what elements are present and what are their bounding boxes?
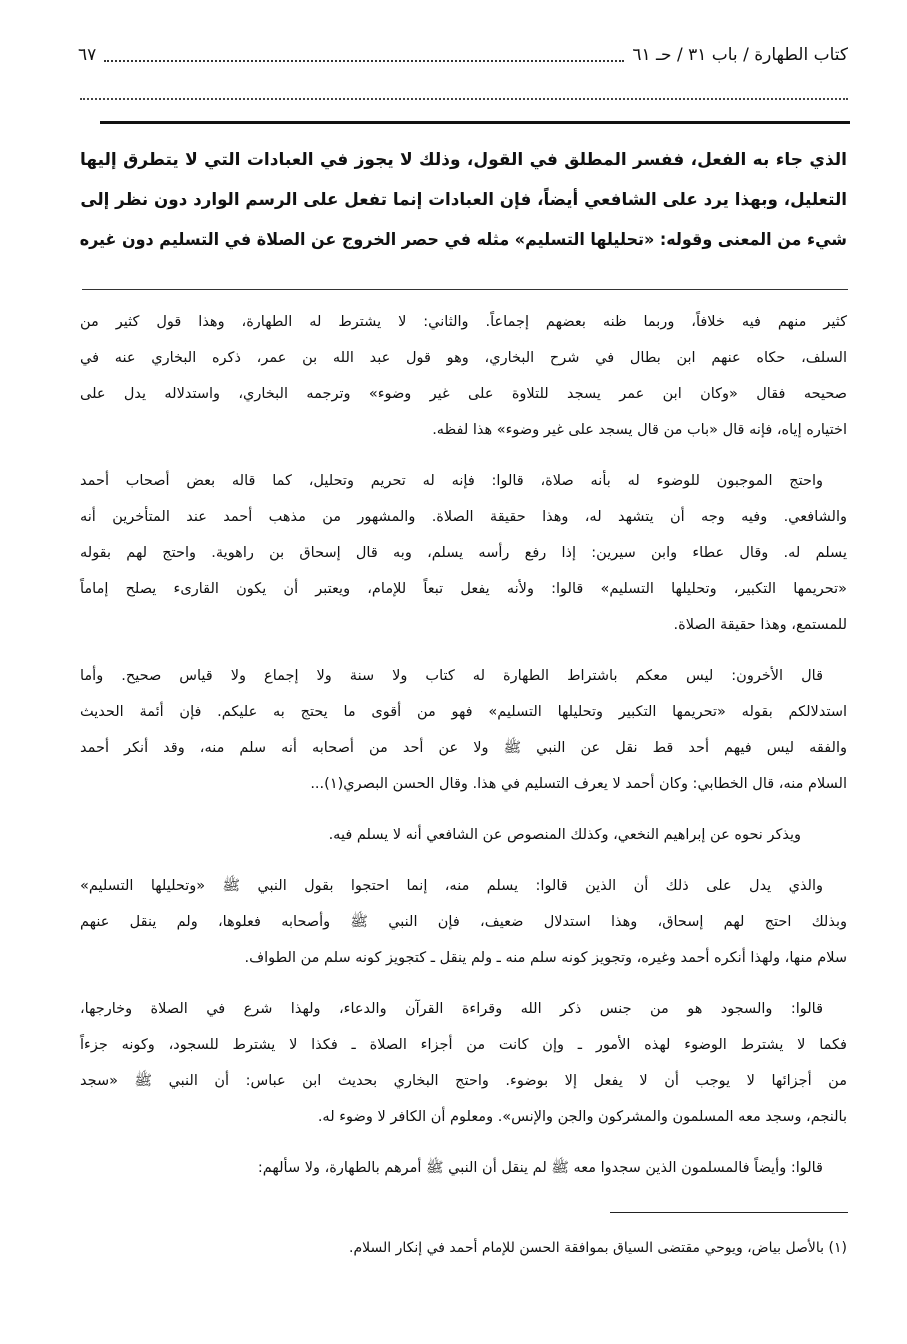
commentary-line: والذي يدل على ذلك أن الذين قالوا: يسلم منه، إنما احتجوا بقول النبي ﷺ «وتحليلها التسليم»	[80, 878, 823, 894]
commentary-line: واحتج الموجبون للوضوء له بأنه صلاة، قالوا: فإنه له تحريم وتحليل، كما قاله بعض أصحاب أحمد	[80, 473, 823, 489]
commentary-line: يسلم له. وقال عطاء وابن سيرين: إذا رفع رأسه يسلم، وبه قال إسحاق بن راهوية. واحتج لهم بقوله	[80, 545, 847, 561]
footnote: (١) بالأصل بياض، ويوحي مقتضى السياق بموافقة الحسن للإمام أحمد في إنكار السلام.	[349, 1240, 847, 1256]
commentary-paragraph	[80, 991, 847, 1135]
commentary-line: استدلالكم بقوله «تحريمها التكبير وتحليلها التسليم» فهو من أقوى ما يحتج به عليكم. فإن أئمة الحديث	[80, 704, 847, 720]
commentary-line: للمستمع، وهذا حقيقة الصلاة.	[673, 617, 847, 633]
commentary-text	[80, 304, 847, 1201]
commentary-line: اختياره إياه، فإنه قال «باب من قال يسجد على غير وضوء» هذا لفظه.	[432, 422, 847, 438]
commentary-line: سلام منها، ولهذا أنكره أحمد وغيره، وتجويز كونه سلم منه ـ ولم ينقل ـ كتجويز كونه سلم من الطواف.	[244, 950, 847, 966]
commentary-line: صحيحه فقال «وكان ابن عمر يسجد للتلاوة على غير وضوء» وترجمه البخاري، واستدلاله يدل على	[80, 386, 847, 402]
commentary-paragraph	[80, 1150, 847, 1186]
commentary-line: من أجزائها لا يوجب أن لا يفعل إلا بوضوء. واحتج البخاري بحديث ابن عباس: أن النبي ﷺ «سجد	[80, 1073, 847, 1089]
commentary-line: السلام منه، قال الخطابي: وكان أحمد لا يعرف التسليم في هذا. وقال الحسن البصري(١)...	[310, 776, 847, 792]
dot-leader	[104, 48, 624, 62]
footnote-rule	[610, 1212, 848, 1213]
main-text-line: التعليل، وبهذا يرد على الشافعي أيضاً، فإن العبادات إنما تفعل على الرسم الوارد دون نظر إلى	[80, 190, 847, 210]
commentary-line: السلف، حكاه عنهم ابن بطال في شرح البخاري، وهو قول عبد الله بن عمر، ذكره البخاري عنه في	[80, 350, 847, 366]
commentary-line: قالوا: وأيضاً فالمسلمون الذين سجدوا معه ﷺ لم ينقل أن النبي ﷺ أمرهم بالطهارة، ولا سألهم:	[257, 1160, 823, 1176]
main-text	[80, 140, 847, 260]
commentary-paragraph	[80, 658, 847, 802]
commentary-line: فكما لا يشترط الوضوء لهذه الأمور ـ وإن كانت من أجزاء الصلاة ـ فكذا لا يشترط للسجود، وكونه جزءاً	[80, 1037, 847, 1053]
commentary-line: والفقه ليس فيهم أحد قط نقل عن النبي ﷺ ولا عن أحد من أصحابه أنه سلم منه، وقد أنكر أحمد	[80, 740, 847, 756]
running-title: كتاب الطهارة / باب ٣١ / حـ ٦١	[632, 45, 848, 65]
commentary-line: قال الأخرون: ليس معكم باشتراط الطهارة له كتاب ولا سنة ولا إجماع ولا قياس صحيح. وأما	[80, 668, 823, 684]
commentary-line: وبذلك احتج لهم إسحاق، وهذا استدلال ضعيف، فإن النبي ﷺ وأصحابه فعلوها، ولم ينقل عنهم	[80, 914, 847, 930]
commentary-paragraph	[80, 304, 847, 448]
commentary-separator	[82, 289, 848, 290]
running-header	[78, 40, 848, 70]
commentary-paragraph	[80, 868, 847, 976]
commentary-paragraph	[80, 463, 847, 643]
main-text-line: الذي جاء به الفعل، ففسر المطلق في القول، وذلك لا يجوز في العبادات التي لا يتطرق إليها	[80, 150, 847, 170]
commentary-paragraph	[80, 817, 847, 853]
dotted-divider	[80, 98, 848, 100]
commentary-line: والشافعي. وفيه وجه أن يتشهد له، وهذا حقيقة الصلاة. والمشهور من مذهب أحمد عند المتأخرين أنه	[80, 509, 847, 525]
commentary-line: ويذكر نحوه عن إبراهيم النخعي، وكذلك المنصوص عن الشافعي أنه لا يسلم فيه.	[328, 827, 801, 843]
page-number: ٦٧	[78, 45, 97, 65]
commentary-line: كثير منهم فيه خلافاً، وربما ظنه بعضهم إجماعاً. والثاني: لا يشترط له الطهارة، وهذا قول كثير من	[80, 314, 847, 330]
commentary-line: «تحريمها التكبير، وتحليلها التسليم» قالوا: ولأنه يفعل تبعاً للإمام، ويعتبر أن يكون القارىء يصلح إماماً	[80, 581, 847, 597]
commentary-line: قالوا: والسجود هو من جنس ذكر الله وقراءة القرآن والدعاء، ولهذا شرع في الصلاة وخارجها،	[80, 1001, 823, 1017]
main-text-line: شيء من المعنى وقوله: «تحليلها التسليم» مثله في حصر الخروج عن الصلاة في التسليم دون غيره	[79, 230, 847, 250]
header-rule	[100, 121, 850, 124]
commentary-line: بالنجم، وسجد معه المسلمون والمشركون والجن والإنس». ومعلوم أن الكافر لا وضوء له.	[317, 1109, 847, 1125]
